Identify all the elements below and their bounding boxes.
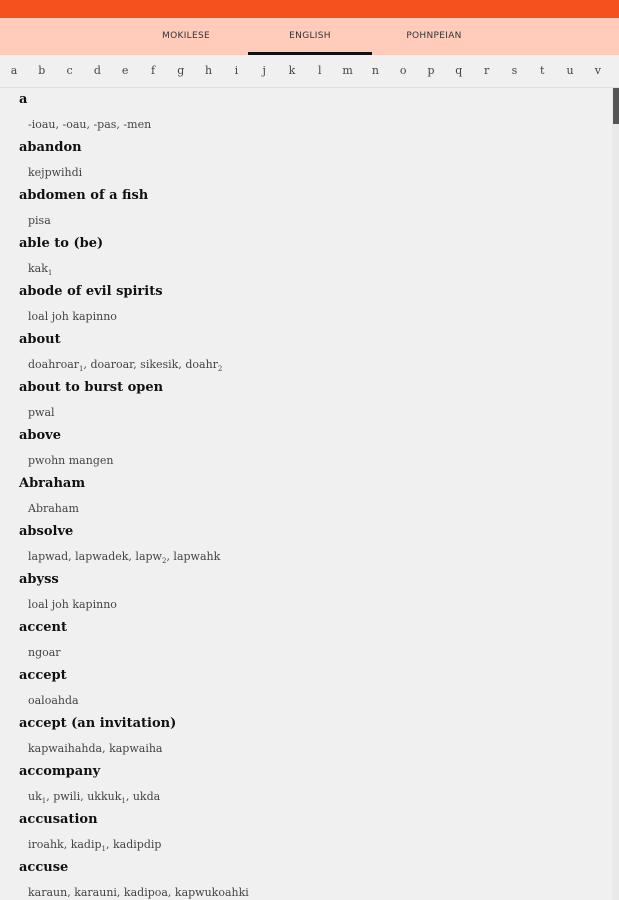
- translation-text: uk: [28, 790, 42, 803]
- translation-text: pwal: [28, 406, 55, 419]
- translation-text: kak: [28, 262, 48, 275]
- entry-translation: [28, 886, 249, 899]
- letter-v[interactable]: v: [594, 64, 601, 77]
- letter-e[interactable]: e: [121, 64, 129, 77]
- list-item[interactable]: [0, 808, 612, 856]
- entry-translation: [28, 406, 55, 419]
- translation-text: kapwaihahda, kapwaiha: [28, 742, 163, 755]
- entry-translation: [28, 310, 117, 323]
- letter-i[interactable]: i: [234, 64, 239, 77]
- entry-translation: [28, 166, 82, 179]
- list-item[interactable]: [0, 568, 612, 616]
- tab-mokilese[interactable]: MOKILESE: [162, 31, 210, 41]
- letter-h[interactable]: h: [205, 64, 213, 77]
- translation-text: , ukda: [125, 790, 161, 803]
- translation-text: -ioau, -oau, -pas, -men: [28, 118, 152, 131]
- sense-number: 2: [217, 365, 223, 374]
- entry-translation: [28, 118, 151, 131]
- entry-headword: Abraham: [19, 476, 86, 491]
- list-item[interactable]: [0, 760, 612, 808]
- translation-text: oaloahda: [28, 694, 79, 707]
- list-item[interactable]: [0, 520, 612, 568]
- entry-headword: a: [19, 92, 28, 107]
- entry-headword: about to burst open: [19, 380, 164, 395]
- translation-text: , pwili, ukkuk: [46, 790, 122, 803]
- sense-number: 1: [41, 797, 47, 806]
- sense-number: 1: [121, 797, 126, 806]
- translation-text: loal joh kapinno: [28, 310, 117, 323]
- list-item[interactable]: [0, 424, 612, 472]
- letter-k[interactable]: k: [288, 64, 296, 77]
- entry-headword: abandon: [19, 140, 82, 155]
- translation-text: lapwad, lapwadek, lapw: [28, 550, 162, 563]
- translation-text: ngoar: [28, 646, 61, 659]
- entry-headword: accuse: [19, 860, 69, 875]
- sense-number: 2: [161, 557, 167, 566]
- letter-p[interactable]: p: [427, 64, 435, 77]
- entry-headword: accompany: [19, 764, 101, 779]
- letter-g[interactable]: g: [177, 64, 185, 77]
- entry-translation: [28, 598, 117, 611]
- alphabet-index: [0, 55, 619, 88]
- entry-headword: able to (be): [19, 236, 104, 251]
- translation-text: , doaroar, sikesik, doahr: [83, 358, 218, 371]
- letter-s[interactable]: s: [511, 64, 518, 77]
- list-item[interactable]: [0, 856, 612, 900]
- letter-m[interactable]: m: [342, 64, 353, 77]
- translation-text: loal joh kapinno: [28, 598, 117, 611]
- entry-headword: abode of evil spirits: [19, 284, 163, 299]
- entry-headword: accept (an invitation): [19, 716, 177, 731]
- letter-c[interactable]: c: [66, 64, 73, 77]
- translation-text: , lapwahk: [166, 550, 221, 563]
- sense-number: 1: [47, 269, 53, 278]
- sense-number: 1: [101, 845, 106, 854]
- entry-translation: [28, 790, 160, 805]
- letter-n[interactable]: n: [371, 64, 379, 77]
- entry-translation: [28, 838, 161, 853]
- list-item[interactable]: [0, 328, 612, 376]
- letter-f[interactable]: f: [150, 64, 156, 77]
- translation-text: doahroar: [28, 358, 80, 371]
- letter-d[interactable]: d: [93, 64, 101, 77]
- list-item[interactable]: [0, 184, 612, 232]
- entry-headword: above: [19, 428, 62, 443]
- entry-translation: [28, 214, 51, 227]
- letter-r[interactable]: r: [483, 64, 490, 77]
- translation-text: , kadipdip: [106, 838, 162, 851]
- list-item[interactable]: [0, 616, 612, 664]
- translation-text: Abraham: [28, 502, 79, 515]
- app-top-bar: [0, 0, 619, 18]
- list-item[interactable]: [0, 472, 612, 520]
- translation-text: iroahk, kadip: [28, 838, 102, 851]
- word-list[interactable]: [0, 88, 612, 900]
- entry-translation: [28, 694, 79, 707]
- translation-text: karaun, karauni, kadipoa, kapwukoahki: [28, 886, 249, 899]
- entry-headword: abdomen of a fish: [19, 188, 149, 203]
- entry-headword: about: [19, 332, 61, 347]
- letter-b[interactable]: b: [38, 64, 46, 77]
- list-item[interactable]: [0, 664, 612, 712]
- entry-translation: [28, 454, 113, 467]
- tab-english[interactable]: ENGLISH: [248, 18, 372, 55]
- list-item[interactable]: [0, 280, 612, 328]
- list-item[interactable]: [0, 376, 612, 424]
- scrollbar-thumb[interactable]: [613, 88, 619, 124]
- translation-text: pwohn mangen: [28, 454, 114, 467]
- entry-headword: abyss: [19, 572, 59, 587]
- letter-t[interactable]: t: [539, 64, 545, 77]
- letter-l[interactable]: l: [318, 64, 322, 77]
- entry-translation: [28, 550, 220, 565]
- entry-headword: accent: [19, 620, 67, 635]
- entry-headword: accept: [19, 668, 67, 683]
- entry-headword: accusation: [19, 812, 98, 827]
- entry-headword: absolve: [19, 524, 74, 539]
- entry-translation: [28, 358, 222, 373]
- letter-o[interactable]: o: [399, 64, 407, 77]
- list-item[interactable]: [0, 712, 612, 760]
- list-item[interactable]: [0, 136, 612, 184]
- list-item[interactable]: [0, 232, 612, 280]
- entry-translation: [28, 646, 61, 659]
- tab-pohnpeian[interactable]: POHNPEIAN: [406, 31, 462, 41]
- entry-translation: [28, 742, 162, 755]
- letter-j[interactable]: j: [262, 64, 266, 77]
- translation-text: pisa: [28, 214, 51, 227]
- translation-text: kejpwihdi: [28, 166, 83, 179]
- entry-translation: [28, 262, 52, 277]
- letter-u[interactable]: u: [566, 64, 574, 77]
- letter-q[interactable]: q: [455, 64, 463, 77]
- sense-number: 1: [79, 365, 84, 374]
- entry-translation: [28, 502, 79, 515]
- list-item[interactable]: [0, 88, 612, 136]
- language-tabs: [0, 18, 619, 55]
- scrollbar-track[interactable]: [612, 88, 619, 900]
- letter-a[interactable]: a: [10, 64, 18, 77]
